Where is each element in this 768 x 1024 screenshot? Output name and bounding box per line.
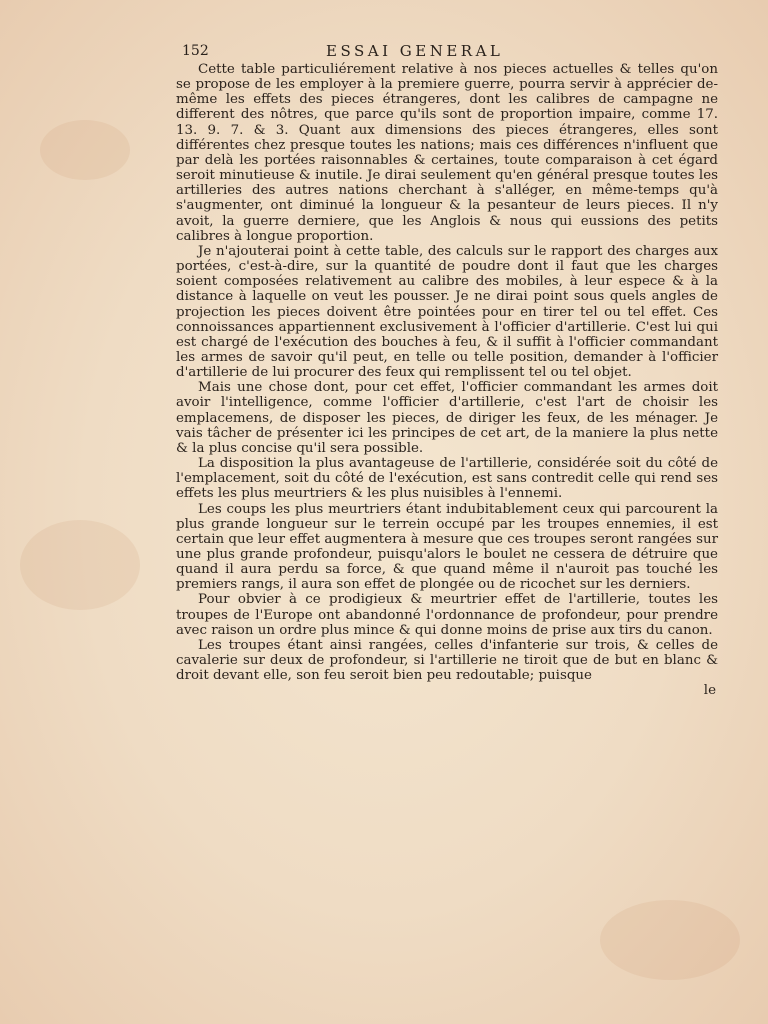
catchword: le <box>703 683 716 699</box>
paper-stain <box>20 520 140 610</box>
paper-stain <box>600 900 740 980</box>
page-number: 152 <box>182 43 209 59</box>
paragraph: Mais une chose dont, pour cet effet, l'officier commandant les armes doit avoir l'intelligence, comme l'officier d'artillerie, c'est l'art de choisir les emplacemens, de disposer les pieces, de diriger les feux, de les ménager. Je vais tâcher de présenter ici les principes de cet art, de la maniere la plus nette & la plus concise qu'il sera possible. <box>176 380 718 456</box>
paper-stain <box>40 120 130 180</box>
paragraph: Les coups les plus meurtriers étant indubitablement ceux qui parcourent la plus grande longueur sur le terrein occupé par les troupes ennemies, il est certain que leur effet augmentera à mesure que ces troupes seront rangées sur une plus grande profondeur, puisqu'alors le boulet ne cessera de détruire que quand il aura perdu sa force, & que quand même il n'auroit pas touché les premiers rangs, il aura son effet de plongée ou de ricochet sur les derniers. <box>176 501 718 593</box>
paragraph: Pour obvier à ce prodigieux & meurtrier effet de l'artillerie, toutes les troupes de l'Europe ont abandonné l'ordonnance de profondeur, pour prendre avec raison un ordre plus mince & qui donne moins de prise aux tirs du canon. <box>176 592 718 638</box>
paragraph: Les troupes étant ainsi rangées, celles d'infanterie sur trois, & celles de cavalerie sur deux de profondeur, si l'artillerie ne tiroit que de but en blanc & droit devant elle, son feu seroit bien peu redoutable; puisque <box>176 637 718 684</box>
text-block <box>176 40 718 698</box>
running-title: ESSAI GENERAL <box>326 42 504 60</box>
paragraph: Je n'ajouterai point à cette table, des calculs sur le rapport des charges aux portées, c'est-à-dire, sur la quantité de poudre dont il faut que les charges soient composées relativement au calibre des mobiles, à leur espece & à la distance à laquelle on veut les pousser. Je ne dirai point sous quels angles de projection les pieces doivent être pointées pour en tirer tel ou tel effet. Ces connoissances appartiennent exclusivement à l'officier d'artillerie. C'est lui qui est chargé de l'exécution des bouches à feu, & il suffit à l'officier commandant les armes de savoir qu'il peut, en telle ou telle position, demander à l'officier d'artillerie de lui procurer des feux qui remplissent tel ou tel objet. <box>176 243 718 381</box>
paragraph: La disposition la plus avantageuse de l'artillerie, considérée soit du côté de l'emplacement, soit du côté de l'exécution, est sans contredit celle qui rend ses effets les plus meurtriers & les plus nuisibles à l'ennemi. <box>176 456 718 502</box>
paragraph: Cette table particuliérement relative à nos pieces actuelles & telles qu'on se propose de les employer à la premiere guerre, pourra servir à apprécier de-même les effets des pieces étrangeres, dont les calibres de campagne ne different des nôtres, que parce qu'ils sont de proportion impaire, comme 17. 13. 9. 7. & 3. Quant aux dimensions des pieces étrangeres, elles sont différentes chez presque toutes les nations; mais ces différences n'influent que par delà les portées raisonnables & certaines, toute comparaison à cet égard seroit minutieuse & inutile. Je dirai seulement qu'en général presque toutes les artilleries des autres nations cherchant à s'alléger, en même-temps qu'à s'augmenter, ont diminué la longueur & la pesanteur de leurs pieces. Il n'y avoit, la guerre derniere, que les Anglois & nous qui eussions des petits calibres à longue proportion. <box>176 62 718 244</box>
running-head <box>176 40 718 62</box>
